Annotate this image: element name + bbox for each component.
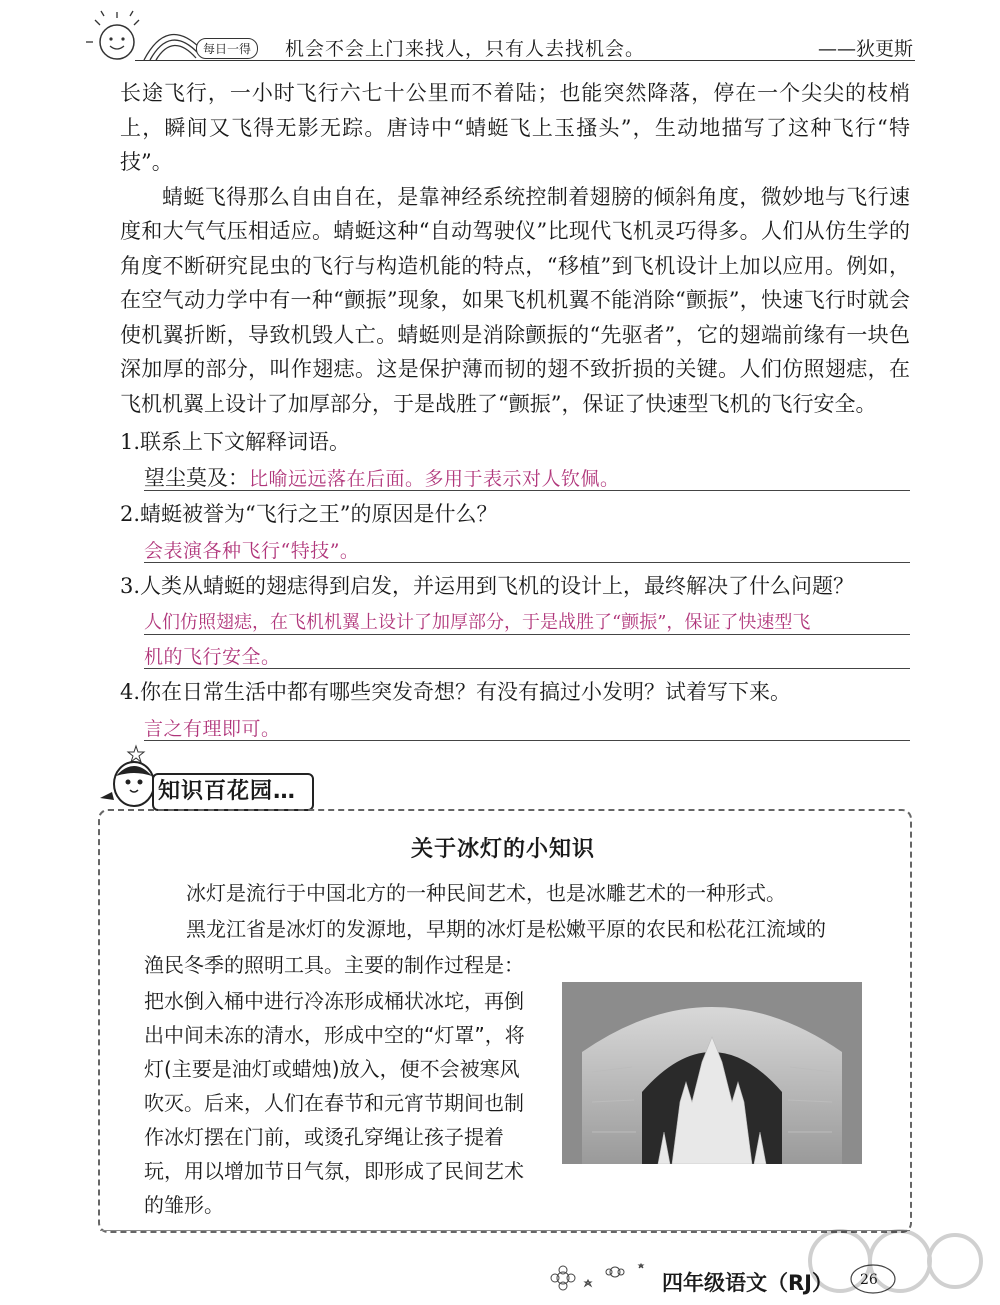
page-header [0,0,1000,75]
answer-line [144,740,910,741]
answer-line [144,490,910,491]
knowledge-wrap-text [144,984,554,1222]
wrap-line: 作冰灯摆在门前，或烫孔穿绳让孩子提着 [144,1125,504,1149]
sun-rainbow-icon [82,8,202,68]
header-motto: 机会不会上门来找人，只有人去找机会。 [285,38,646,60]
page-number: 26 [860,1272,878,1288]
wrap-line: 把水倒入桶中进行冷冻形成桶状冰坨，再倒 [144,989,524,1013]
daily-badge: 每日一得 [196,38,258,59]
question-4: 4.你在日常生活中都有哪些突发奇想？有没有搞过小发明？试着写下来。 [120,680,792,704]
question-3: 3.人类从蜻蜓的翅痣得到启发，并运用到飞机的设计上，最终解决了什么问题？ [120,574,855,598]
wrap-line: 的雏形。 [144,1193,224,1217]
knowledge-line-3: 渔民冬季的照明工具。主要的制作过程是： [144,953,524,977]
ice-lantern-photo [562,982,862,1164]
answer-line [144,668,910,669]
question-1-term: 望尘莫及： [144,466,249,490]
knowledge-banner: 知识百花园… [158,779,297,804]
header-rule [135,60,915,61]
wrap-line: 玩，用以增加节日气氛，即形成了民间艺术 [144,1159,524,1183]
question-2: 2.蜻蜓被誉为“飞行之王”的原因是什么？ [120,502,498,526]
wrap-line: 出中间未冻的清水，形成中空的“灯罩”，将 [144,1023,525,1047]
answer-line [144,634,910,635]
reading-passage [120,76,910,421]
answer-3-line-1: 人们仿照翅痣，在飞机机翼上设计了加厚部分，于是战胜了“颤振”，保证了快速型飞 [144,612,811,633]
watermark-logo [800,1225,985,1305]
flower-decoration-icon [545,1256,655,1296]
footer-grade: 四年级语文（RJ） [662,1271,833,1295]
knowledge-title: 关于冰灯的小知识 [410,837,595,862]
header-author: ——狄更斯 [818,38,914,60]
wrap-line: 吹灭。后来，人们在春节和元宵节期间也制 [144,1091,524,1115]
answer-1: 比喻远远落在后面。多用于表示对人钦佩。 [249,468,620,490]
footer-rule [100,1230,910,1231]
wrap-line: 灯(主要是油灯或蜡烛)放入，便不会被寒风 [144,1057,520,1081]
answer-3-line-2: 机的飞行安全。 [144,646,281,668]
question-1: 1.联系上下文解释词语。 [120,430,351,454]
answer-line [144,562,910,563]
passage-paragraph-1: 长途飞行，一小时飞行六七十公里而不着陆；也能突然降落，停在一个尖尖的枝梢上，瞬间又飞得无影无踪。唐诗中“蜻蜓飞上玉搔头”，生动地描写了这种飞行“特技”。 [120,81,910,174]
answer-4: 言之有理即可。 [144,718,281,740]
knowledge-line-1: 冰灯是流行于中国北方的一种民间艺术，也是冰雕艺术的一种形式。 [186,881,786,905]
passage-paragraph-2: 蜻蜓飞得那么自由自在，是靠神经系统控制着翅膀的倾斜角度，微妙地与飞行速度和大气气压相适应。蜻蜓这种“自动驾驶仪”比现代飞机灵巧得多。人们从仿生学的角度不断研究昆虫的飞行与构造机能的特点，“移植”到飞机设计上加以应用。例如，在空气动力学中有一种“颤振”现象，如果飞机机翼不能消除“颤振”，快速飞行时就会使机翼折断，导致机毁人亡。蜻蜓则是消除颤振的“先驱者”，它的翅端前缘有一块色深加厚的部分，叫作翅痣。这是保护薄而韧的翅不致折损的关键。人们仿照翅痣，在飞机机翼上设计了加厚部分，于是战胜了“颤振”，保证了快速型飞机的飞行安全。 [120,184,910,416]
answer-2: 会表演各种飞行“特技”。 [144,540,360,562]
knowledge-line-2: 黑龙江省是冰灯的发源地，早期的冰灯是松嫩平原的农民和松花江流域的 [186,917,826,941]
answer-1-row [144,462,924,492]
